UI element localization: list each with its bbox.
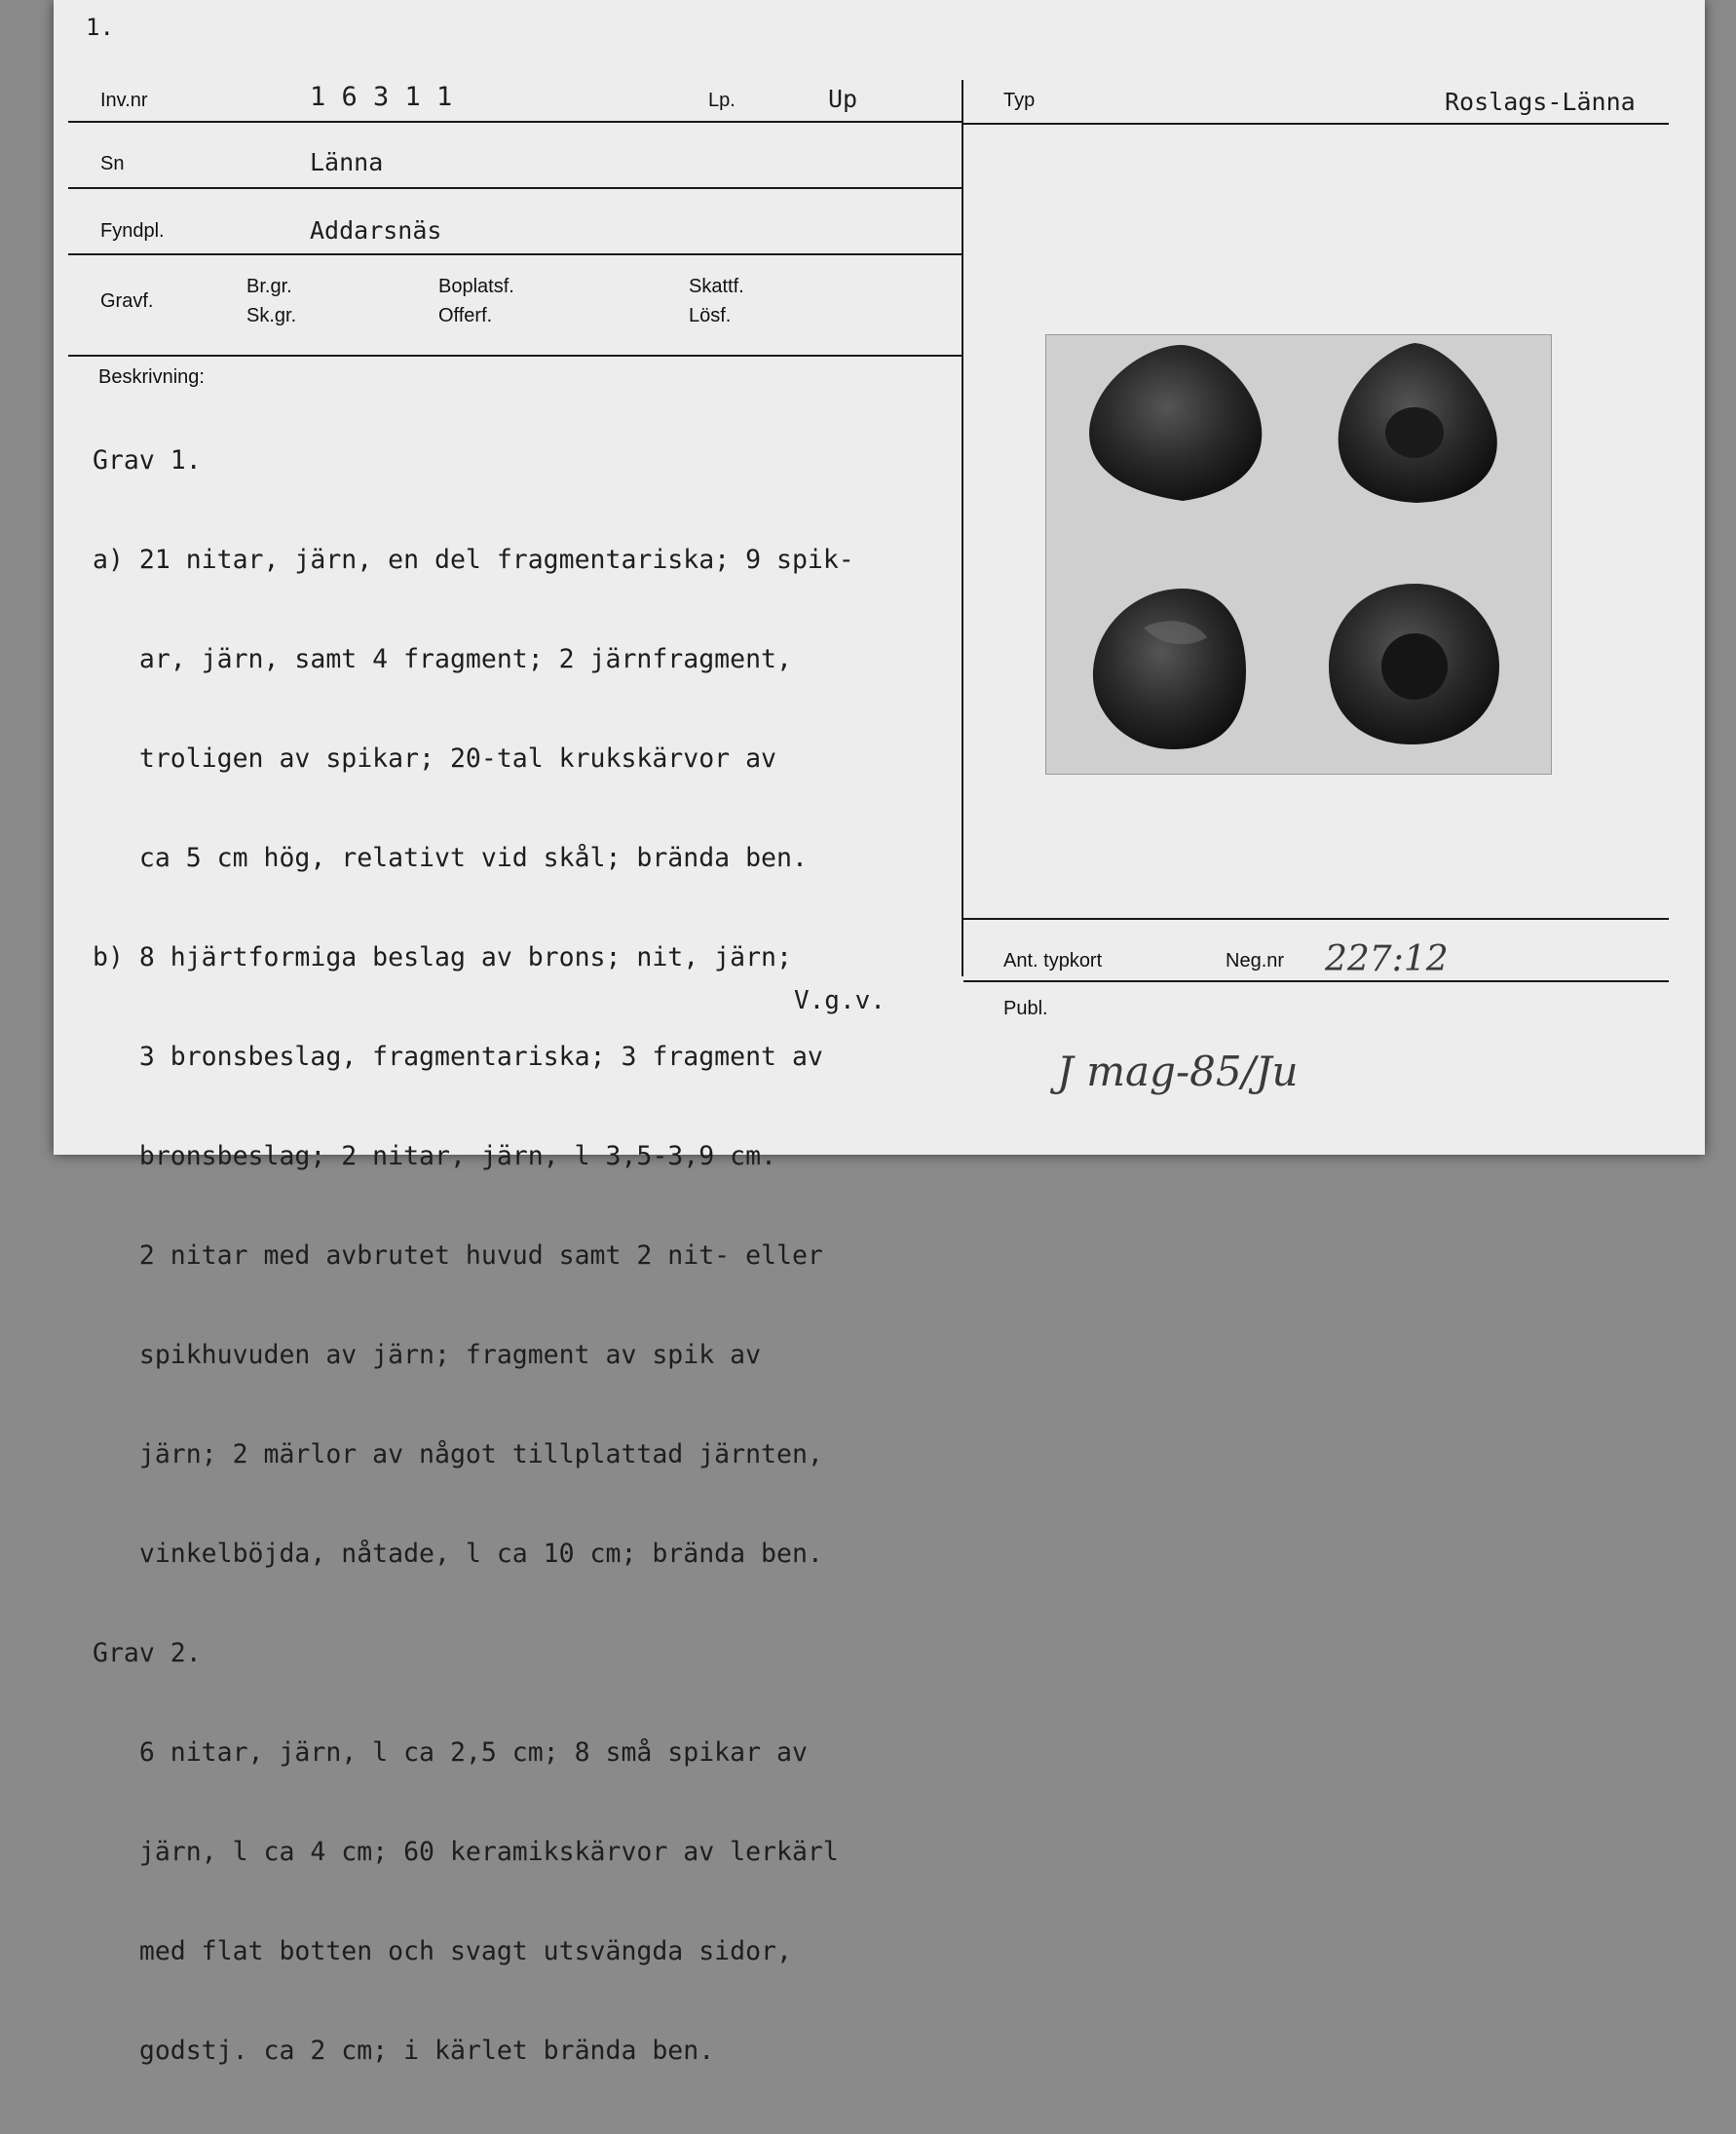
artifact-photo <box>1045 334 1552 775</box>
description-line: ar, järn, samt 4 fragment; 2 järnfragment, <box>93 644 792 674</box>
sn-label: Sn <box>100 153 125 174</box>
description-line: med flat botten och svagt utsvängda sidor, <box>93 1936 792 1966</box>
card-number: 1. <box>86 14 114 41</box>
beskrivning-label: Beskrivning: <box>98 366 205 388</box>
vgv-text: V.g.v. <box>794 986 886 1015</box>
skgr-label: Sk.gr. <box>246 305 297 326</box>
row-line-1-right <box>963 123 1669 125</box>
artifact-photo-svg <box>1046 335 1551 774</box>
row-line-2 <box>68 187 962 189</box>
description-line: 2 nitar med avbrutet huvud samt 2 nit- eller <box>93 1240 823 1271</box>
description-line: spikhuvuden av järn; fragment av spik av <box>93 1340 762 1370</box>
description-line: vinkelböjda, nåtade, l ca 10 cm; brända ben. <box>93 1539 823 1569</box>
description-line: Grav 2. <box>93 1638 202 1668</box>
losf-label: Lösf. <box>689 305 732 326</box>
round-mount-1 <box>1093 589 1246 749</box>
catalog-card <box>54 0 1705 2066</box>
description-line: Grav 1. <box>93 445 202 476</box>
sn-value: Länna <box>310 148 384 176</box>
gravf-label: Gravf. <box>100 290 154 312</box>
offerf-label: Offerf. <box>438 305 493 326</box>
typ-value: Roslags-Länna <box>1445 88 1636 116</box>
skattf-label: Skattf. <box>689 276 744 297</box>
heart-mount-2-boss <box>1385 407 1444 458</box>
description-line: 6 nitar, järn, l ca 2,5 cm; 8 små spikar av <box>93 1737 808 1768</box>
description-line: järn, l ca 4 cm; 60 keramikskärvor av lerkärl <box>93 1837 839 1867</box>
description-line: b) 8 hjärtformiga beslag av brons; nit, järn; <box>93 942 792 972</box>
row-line-3 <box>68 253 962 255</box>
description-line: bronsbeslag; 2 nitar, järn, l 3,5-3,9 cm. <box>93 1141 776 1171</box>
heart-mount-1 <box>1089 345 1262 501</box>
description-line: troligen av spikar; 20-tal krukskärvor av <box>93 743 776 774</box>
description-line: järn; 2 märlor av något tillplattad järnten, <box>93 1439 823 1469</box>
description-line: godstj. ca 2 cm; i kärlet brända ben. <box>93 2036 715 2066</box>
lp-value: Up <box>828 85 858 113</box>
footer-line-1 <box>963 918 1669 920</box>
description-line: ca 5 cm hög, relativt vid skål; brända ben. <box>93 843 808 873</box>
typ-label: Typ <box>1003 90 1036 111</box>
publ-label: Publ. <box>1003 998 1048 1019</box>
row-line-4 <box>68 355 962 357</box>
ant-typkort-label: Ant. typkort <box>1003 950 1103 972</box>
negnr-label: Neg.nr <box>1226 950 1285 972</box>
description-text <box>93 378 1028 2134</box>
brgr-label: Br.gr. <box>246 276 292 297</box>
footer-line-2 <box>963 980 1669 982</box>
description-line: 3 bronsbeslag, fragmentariska; 3 fragment av <box>93 1042 823 1072</box>
boplatsf-label: Boplatsf. <box>438 276 514 297</box>
fyndpl-label: Fyndpl. <box>100 220 165 242</box>
description-line: a) 21 nitar, järn, en del fragmentariska; 9 spik- <box>93 545 854 575</box>
fyndpl-value: Addarsnäs <box>310 216 442 245</box>
row-line-1-left <box>68 121 962 123</box>
negnr-value: 227:12 <box>1325 939 1449 979</box>
lp-label: Lp. <box>708 90 736 111</box>
round-mount-2-boss <box>1381 633 1448 700</box>
inv-label: Inv.nr <box>100 90 148 111</box>
publ-value: J mag-85/Ju <box>1057 1048 1299 1095</box>
inv-value: 1 6 3 1 1 <box>310 82 453 112</box>
